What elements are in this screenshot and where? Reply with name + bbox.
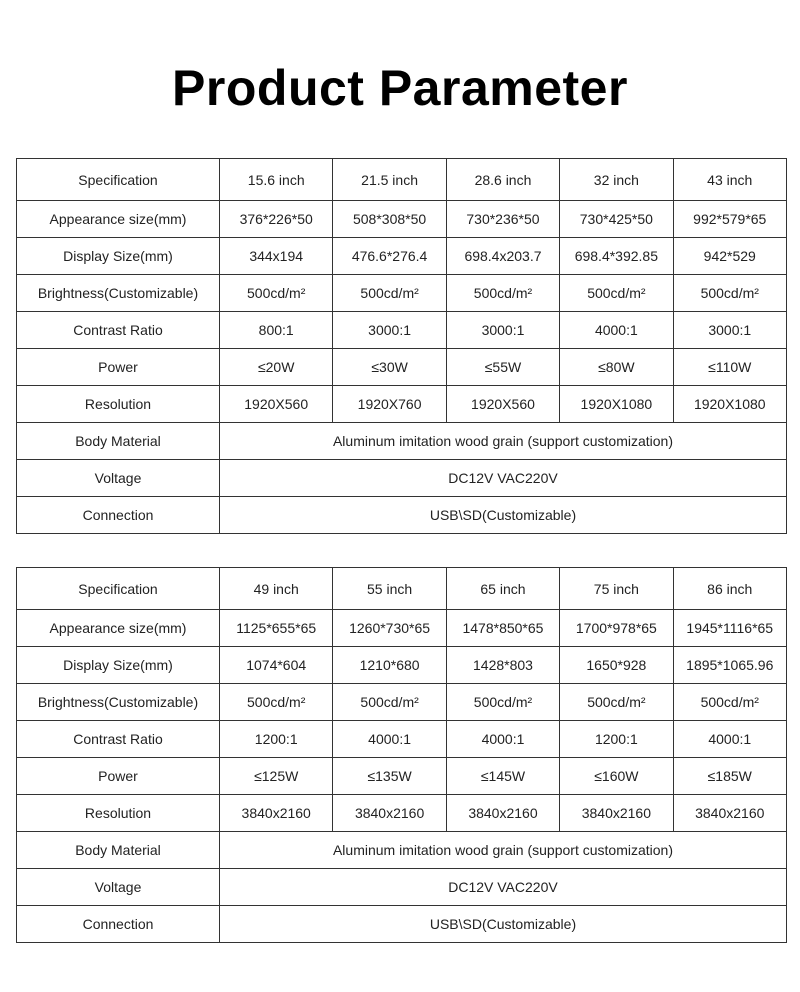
row-label: Connection (17, 497, 220, 534)
table-cell: 500cd/m² (560, 684, 673, 721)
row-label: Voltage (17, 869, 220, 906)
table-cell: 1920X1080 (673, 386, 786, 423)
row-label: Resolution (17, 386, 220, 423)
row-label: Power (17, 758, 220, 795)
table-row-power (17, 349, 787, 386)
table-cell: ≤55W (446, 349, 559, 386)
table-cell: 698.4x203.7 (446, 238, 559, 275)
row-label: Body Material (17, 423, 220, 460)
table-cell: 1895*1065.96 (673, 647, 786, 684)
table-cell: 75 inch (560, 568, 673, 610)
row-label: Specification (17, 159, 220, 201)
table-row-contrast-ratio (17, 312, 787, 349)
table-cell: 3840x2160 (220, 795, 333, 832)
table-cell: ≤20W (220, 349, 333, 386)
row-label: Contrast Ratio (17, 312, 220, 349)
row-label: Brightness(Customizable) (17, 684, 220, 721)
table-row-connection (17, 906, 787, 943)
table-cell: 43 inch (673, 159, 786, 201)
table-cell: 698.4*392.85 (560, 238, 673, 275)
table-cell: 49 inch (220, 568, 333, 610)
table-cell-merged: Aluminum imitation wood grain (support customization) (220, 832, 787, 869)
page-title: Product Parameter (172, 60, 628, 116)
table-cell: 376*226*50 (220, 201, 333, 238)
table-row-voltage (17, 460, 787, 497)
table-row-power (17, 758, 787, 795)
table-cell: 1428*803 (446, 647, 559, 684)
table-cell: 1920X560 (220, 386, 333, 423)
row-label: Display Size(mm) (17, 647, 220, 684)
row-label: Contrast Ratio (17, 721, 220, 758)
row-label: Body Material (17, 832, 220, 869)
table-cell: 1200:1 (560, 721, 673, 758)
table-cell: 344x194 (220, 238, 333, 275)
table-cell: 508*308*50 (333, 201, 446, 238)
table-cell: 500cd/m² (220, 684, 333, 721)
table-cell: ≤160W (560, 758, 673, 795)
row-label: Power (17, 349, 220, 386)
table-row-brightness (17, 275, 787, 312)
table-cell: 476.6*276.4 (333, 238, 446, 275)
table-cell: ≤145W (446, 758, 559, 795)
table-cell: 992*579*65 (673, 201, 786, 238)
table-cell: 1920X760 (333, 386, 446, 423)
table-cell: 1920X560 (446, 386, 559, 423)
table-cell: ≤125W (220, 758, 333, 795)
table-cell: 15.6 inch (220, 159, 333, 201)
table-cell: 3840x2160 (560, 795, 673, 832)
table-cell-merged: USB\SD(Customizable) (220, 906, 787, 943)
table-cell: 4000:1 (673, 721, 786, 758)
table-cell: 1125*655*65 (220, 610, 333, 647)
table-row-display-size (17, 238, 787, 275)
table-cell: ≤185W (673, 758, 786, 795)
table-cell: 1650*928 (560, 647, 673, 684)
table-cell: 1074*604 (220, 647, 333, 684)
table-cell: ≤135W (333, 758, 446, 795)
table-cell: 500cd/m² (220, 275, 333, 312)
table-cell: 3000:1 (673, 312, 786, 349)
table-cell: 3840x2160 (333, 795, 446, 832)
table-row-voltage (17, 869, 787, 906)
row-label: Brightness(Customizable) (17, 275, 220, 312)
table-cell-merged: USB\SD(Customizable) (220, 497, 787, 534)
table-cell: 500cd/m² (673, 275, 786, 312)
table-cell: 1478*850*65 (446, 610, 559, 647)
table-cell: 500cd/m² (560, 275, 673, 312)
row-label: Appearance size(mm) (17, 610, 220, 647)
row-label: Connection (17, 906, 220, 943)
table-row-brightness (17, 684, 787, 721)
table-cell-merged: Aluminum imitation wood grain (support customization) (220, 423, 787, 460)
table-row-resolution (17, 795, 787, 832)
row-label: Appearance size(mm) (17, 201, 220, 238)
table-cell: 1210*680 (333, 647, 446, 684)
table-cell: 730*425*50 (560, 201, 673, 238)
table-row-connection (17, 497, 787, 534)
table-cell-merged: DC12V VAC220V (220, 460, 787, 497)
row-label: Specification (17, 568, 220, 610)
table-cell: 730*236*50 (446, 201, 559, 238)
table-cell: 500cd/m² (446, 684, 559, 721)
table-cell: 942*529 (673, 238, 786, 275)
table-cell: 500cd/m² (333, 275, 446, 312)
table-cell: 32 inch (560, 159, 673, 201)
table-cell: 500cd/m² (446, 275, 559, 312)
table-cell: 4000:1 (446, 721, 559, 758)
table-cell: 4000:1 (333, 721, 446, 758)
table-cell: 21.5 inch (333, 159, 446, 201)
table-cell: 1920X1080 (560, 386, 673, 423)
table-row-body-material (17, 423, 787, 460)
table-row-body-material (17, 832, 787, 869)
table-cell: 86 inch (673, 568, 786, 610)
spec-table-2 (16, 567, 787, 943)
table-row-specification (17, 568, 787, 610)
table-cell: ≤80W (560, 349, 673, 386)
table-row-appearance-size (17, 201, 787, 238)
table-cell: 1700*978*65 (560, 610, 673, 647)
table-cell: 1945*1116*65 (673, 610, 786, 647)
table-cell: 28.6 inch (446, 159, 559, 201)
table-cell-merged: DC12V VAC220V (220, 869, 787, 906)
spec-table-1 (16, 158, 787, 534)
table-row-display-size (17, 647, 787, 684)
table-cell: ≤30W (333, 349, 446, 386)
table-cell: 3000:1 (333, 312, 446, 349)
table-row-specification (17, 159, 787, 201)
table-cell: 4000:1 (560, 312, 673, 349)
table-cell: 3840x2160 (446, 795, 559, 832)
table-cell: 1260*730*65 (333, 610, 446, 647)
table-row-appearance-size (17, 610, 787, 647)
table-cell: 500cd/m² (673, 684, 786, 721)
table-cell: 3000:1 (446, 312, 559, 349)
table-cell: 65 inch (446, 568, 559, 610)
table-cell: 800:1 (220, 312, 333, 349)
table-cell: 500cd/m² (333, 684, 446, 721)
table-row-resolution (17, 386, 787, 423)
table-cell: 3840x2160 (673, 795, 786, 832)
table-row-contrast-ratio (17, 721, 787, 758)
row-label: Voltage (17, 460, 220, 497)
row-label: Resolution (17, 795, 220, 832)
row-label: Display Size(mm) (17, 238, 220, 275)
table-cell: ≤110W (673, 349, 786, 386)
table-cell: 1200:1 (220, 721, 333, 758)
table-cell: 55 inch (333, 568, 446, 610)
